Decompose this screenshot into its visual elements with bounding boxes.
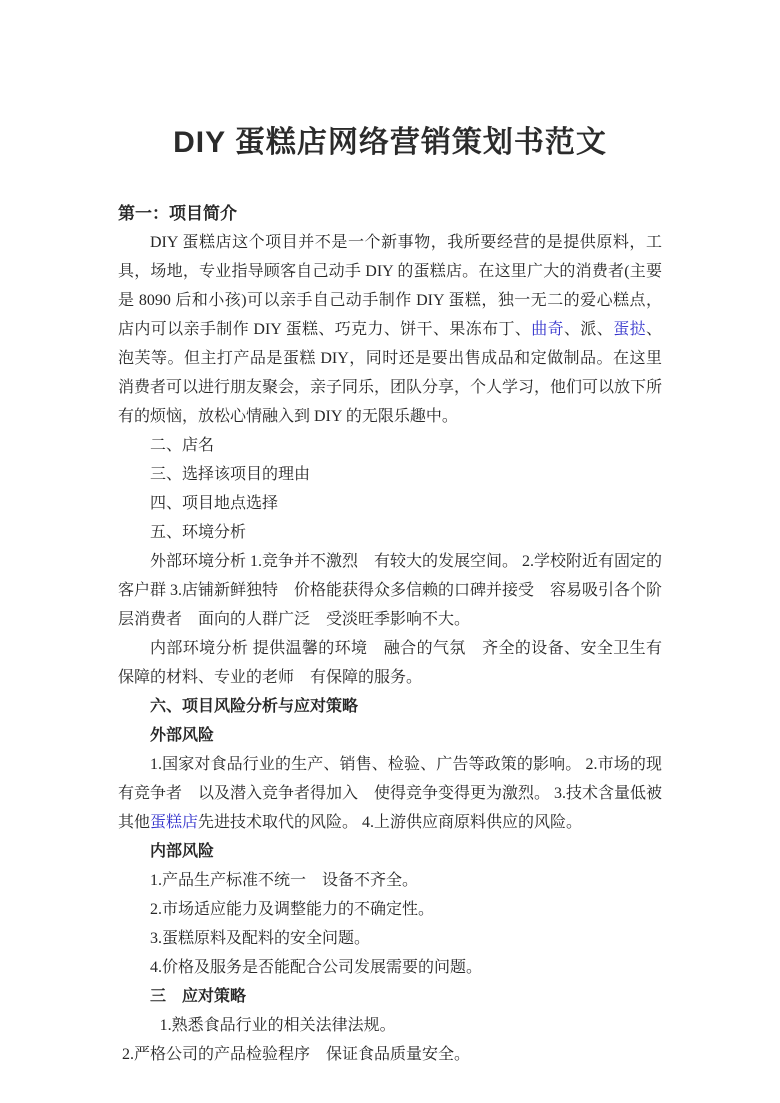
strategy-item-1: 1.熟悉食品行业的相关法律法规。	[159, 1017, 396, 1034]
intro-text-2: 、派、	[564, 321, 614, 338]
internal-risk-item-4: 4.价格及服务是否能配合公司发展需要的问题。	[150, 959, 483, 976]
toc-item-environment-analysis: 五、环境分析	[150, 524, 247, 541]
internal-risk-heading: 内部风险	[150, 843, 215, 860]
external-risk-heading: 外部风险	[150, 727, 215, 744]
toc-item-store-name: 二、店名	[150, 437, 215, 454]
external-risk-text-2: 先进技术取代的风险。 4.上游供应商原料供应的风险。	[198, 814, 583, 831]
section6-heading: 六、项目风险分析与应对策略	[150, 698, 359, 715]
cake-shop-link[interactable]: 蛋糕店	[150, 814, 199, 831]
intro-text-1: DIY 蛋糕店这个项目并不是一个新事物，我所要经营的是提供原料，工具，场地，专业指导顾客自己动手 DIY 的蛋糕店。在这里广大的消费者(主要是 8090 后和小孩)可以亲手自己动手制作 DIY 蛋糕，独一无二的爱心糕点，店内可以亲手制作 DIY 蛋糕、巧克力、饼干、果冻布丁、	[118, 234, 662, 338]
external-risk-paragraph	[118, 750, 662, 837]
external-risk-text-1: 1.国家对食品行业的生产、销售、检验、广告等政策的影响。 2.市场的现有竞争者 以及潜入竞争者得加入 使得竞争变得更为激烈。 3.技术含量低被其他	[118, 756, 663, 831]
strategy-heading: 三 应对策略	[150, 988, 247, 1005]
internal-env-paragraph: 内部环境分析 提供温馨的环境 融合的气氛 齐全的设备、安全卫生有保障的材料、专业的老师 有保障的服务。	[118, 640, 662, 686]
egg-tart-link[interactable]: 蛋挞	[613, 321, 646, 338]
toc-item-location: 四、项目地点选择	[150, 495, 279, 512]
document-title: DIY 蛋糕店网络营销策划书范文	[173, 126, 607, 159]
internal-risk-item-3: 3.蛋糕原料及配料的安全问题。	[150, 930, 371, 947]
internal-risk-item-2: 2.市场适应能力及调整能力的不确定性。	[150, 901, 435, 918]
external-env-paragraph: 外部环境分析 1.竞争并不激烈 有较大的发展空间。 2.学校附近有固定的客户群 3.店铺新鲜独特 价格能获得众多信赖的口碑并接受 容易吸引各个阶层消费者 面向的人群广泛 受淡旺季影响不大。	[118, 553, 663, 628]
cookie-link[interactable]: 曲奇	[531, 321, 565, 338]
intro-paragraph	[118, 228, 662, 431]
internal-risk-item-1: 1.产品生产标准不统一 设备不齐全。	[150, 872, 419, 889]
intro-text-3: 、泡芙等。但主打产品是蛋糕 DIY，同时还是要出售成品和定做制品。在这里消费者可以进行朋友聚会，亲子同乐，团队分享，个人学习，他们可以放下所有的烦恼，放松心情融入到 DIY 的无限乐趣中。	[118, 321, 663, 425]
section1-heading: 第一：项目简介	[118, 204, 237, 223]
toc-item-project-reason: 三、选择该项目的理由	[150, 466, 311, 483]
strategy-item-2: 2.严格公司的产品检验程序 保证食品质量安全。	[122, 1046, 471, 1063]
